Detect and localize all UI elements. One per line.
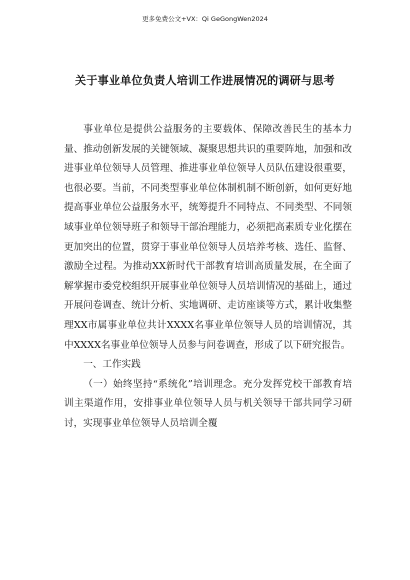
page-header: 更多免费公文+VX：Qi GeGongWen2024 (142, 15, 268, 23)
section-heading: 一、工作实践 (83, 359, 141, 371)
document-title: 关于事业单位负责人培训工作进展情况的调研与思考 (75, 74, 335, 87)
document-body (64, 120, 352, 434)
intro-paragraph: 事业单位是提供公益服务的主要载体、保障改善民生的基本力量、推动创新发展的关键领域、凝聚思想共识的重要阵地，加强和改进事业单位领导人员管理、推进事业单位领导人员队伍建设很重要，也很必要。当前，不同类型事业单位体制机制不断创新，如何更好地提高事业单位公益服务水平，统筹提升不同特点、不同类型、不同领域事业单位领导班子和领导干部治理能力，必须把高素质专业化摆在更加突出的位置，贯穿于事业单位领导人员培养考核、选任、监督、激励全过程。为推动XX新时代干部教育培训高质量发展，在全面了解掌握市委党校组织开展事业单位领导人员培训情况的基础上，通过开展问卷调查、统计分析、实地调研、走访座谈等方式，累计收集整理XX市属事业单位共计XXXX名事业单位领导人员的培训情况，其中XXXX名事业单位领导人员参与问卷调查，形成了以下研究报告。 (64, 124, 352, 351)
subsection-paragraph: （一）始终坚持“系统化”培训理念。充分发挥党校干部教育培训主渠道作用，安排事业单位领导人员与机关领导干部共同学习研讨，实现事业单位领导人员培训全覆 (64, 378, 352, 429)
